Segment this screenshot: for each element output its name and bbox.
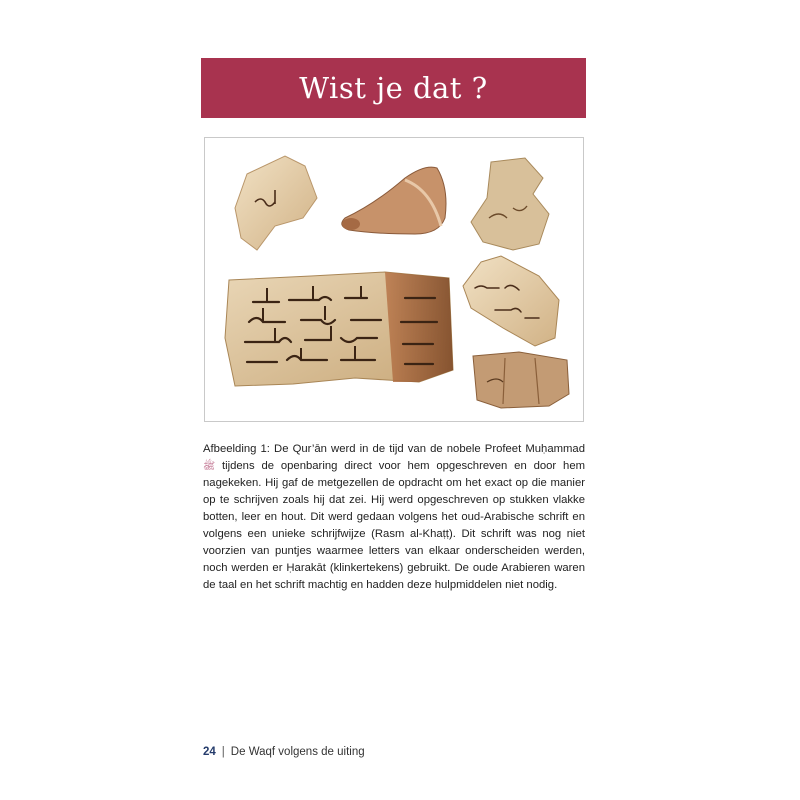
page-number: 24: [203, 746, 216, 758]
title-banner: [201, 58, 586, 118]
fragment-top-left: [235, 156, 317, 250]
page-footer: [203, 746, 365, 758]
caption-lead: Afbeelding 1: De Qur’ān werd in de tijd van de nobele Profeet Muḥammad: [203, 443, 585, 455]
fragment-top-middle: [342, 167, 446, 234]
honorific-glyph: ﷺ: [203, 461, 216, 472]
fragment-top-right: [471, 158, 549, 250]
fragment-right-middle: [463, 256, 559, 346]
footer-separator: |: [221, 746, 225, 758]
fragment-right-bottom: [473, 352, 569, 408]
figure-caption: [203, 441, 585, 594]
caption-body: tijdens de openbaring direct voor hem opgeschreven en door hem nagekeken. Hij gaf de metgezellen de opdracht om het exact op die manier op te schrijven zoals hij dat zei. Hij werd opgeschreven op stukken vlakke botten, leer en hout. Dit werd gedaan volgens het oud-Arabische schrift en volgens een unieke schrijfwijze (Rasm al-Khaṭṭ). Dit schrift was nog niet voorzien van puntjes waarmee letters van elkaar onderscheiden werden, noch werden er Ḥarakāt (klinkertekens) gebruikt. De oude Arabieren waren de taal en het schrift machtig en hadden deze hulpmiddelen niet nodig.: [203, 460, 586, 591]
running-title: De Waqf volgens de uiting: [230, 746, 365, 758]
manuscript-fragments-illustration: [205, 138, 583, 421]
fragment-large-manuscript: [225, 272, 453, 386]
manuscript-figure: [204, 137, 584, 422]
page-title: Wist je dat ?: [299, 71, 488, 105]
